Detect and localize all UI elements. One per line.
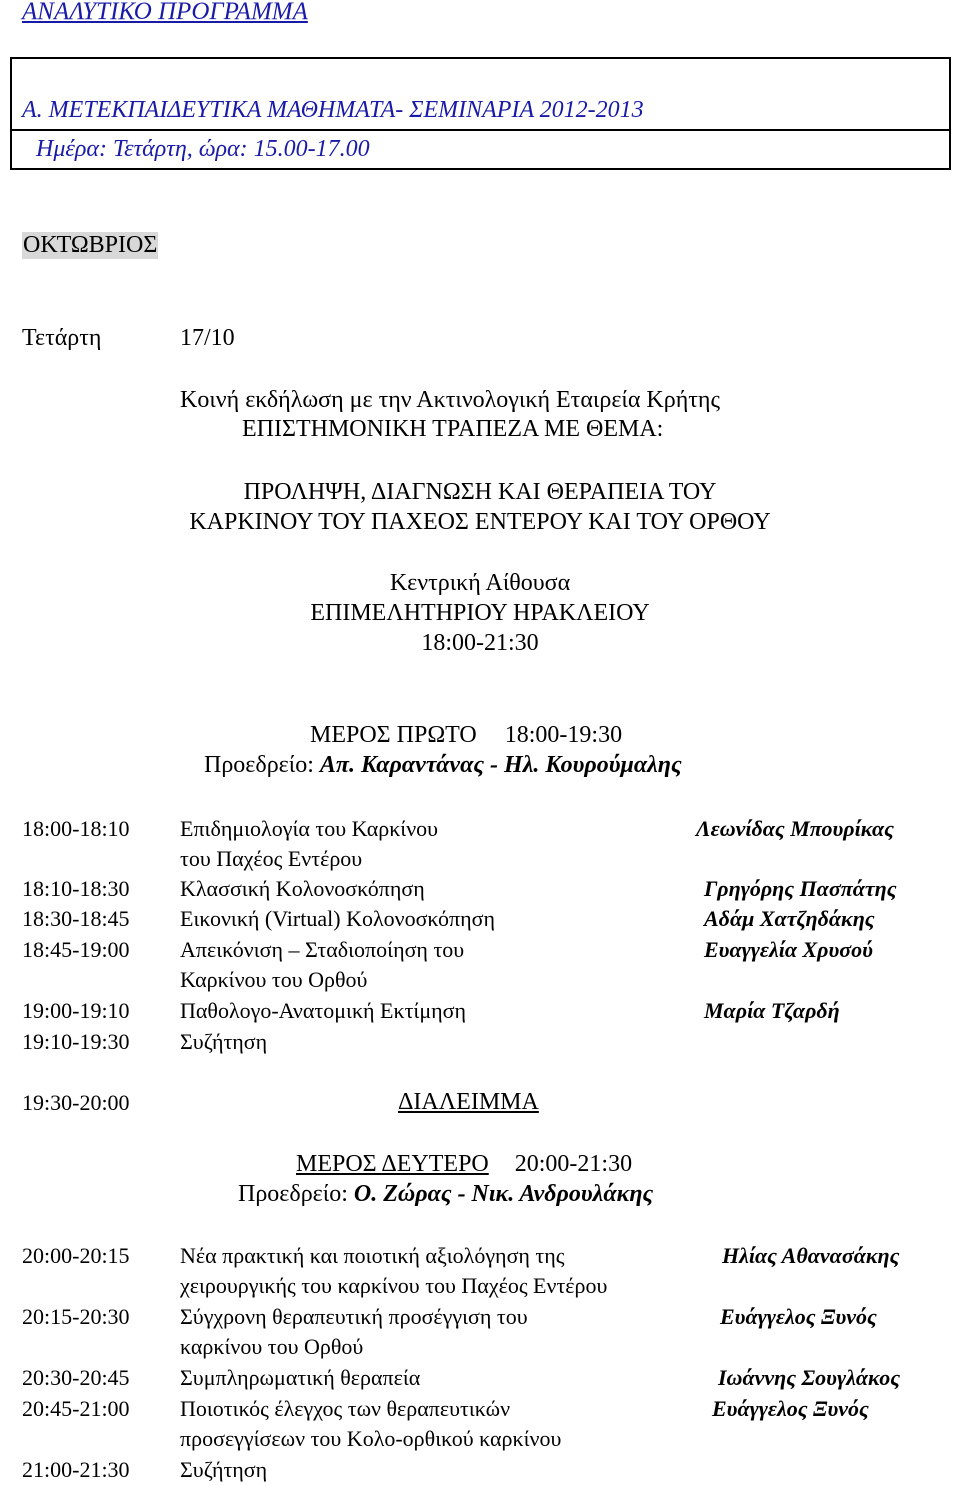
schedule-speaker: Ευάγγελος Ξυνός [720, 1304, 877, 1329]
day-date: 17/10 [180, 325, 235, 351]
event-subtitle: ΕΠΙΣΤΗΜΟΝΙΚΗ ΤΡΑΠΕΖΑ ΜΕ ΘΕΜΑ: [242, 416, 664, 442]
schedule-time: 18:00-18:10 [22, 816, 130, 841]
schedule-topic: Συμπληρωματική θεραπεία [180, 1365, 421, 1390]
schedule-topic-cont: χειρουργικής του καρκίνου του Παχέος Εντέρου [180, 1273, 608, 1298]
schedule-speaker: Λεωνίδας Μπουρίκας [696, 816, 894, 841]
part2-title-text: ΜΕΡΟΣ ΔΕΥΤΕΡΟ [296, 1151, 489, 1177]
schedule-time: 20:45-21:00 [22, 1396, 130, 1421]
schedule-speaker: Ηλίας Αθανασάκης [722, 1243, 900, 1268]
schedule-speaker: Γρηγόρης Πασπάτης [704, 876, 897, 901]
part2-chair-label: Προεδρείο: [238, 1181, 348, 1207]
part2-title [296, 1151, 632, 1178]
schedule-time: 19:00-19:10 [22, 998, 130, 1023]
schedule-speaker: Μαρία Τζαρδή [704, 998, 840, 1023]
event-time: 18:00-21:30 [421, 630, 539, 656]
seminar-title: Α. ΜΕΤΕΚΠΑΙΔΕΥΤΙΚΑ ΜΑΘΗΜΑΤΑ- ΣΕΜΙΝΑΡΙΑ 2012-2013 [22, 97, 644, 123]
schedule-time: 20:15-20:30 [22, 1304, 130, 1329]
schedule-time: 18:30-18:45 [22, 906, 130, 931]
schedule-topic: Συζήτηση [180, 1457, 268, 1482]
part1-time: 18:00-19:30 [504, 722, 623, 748]
part1-chair-names: Απ. Καραντάνας - Ηλ. Κουρούμαλης [319, 752, 682, 778]
schedule-topic-cont: προσεγγίσεων του Κολο-ορθικού καρκίνου [180, 1426, 562, 1451]
venue-line1: Κεντρική Αίθουσα [389, 570, 571, 596]
part1-title-text: ΜΕΡΟΣ ΠΡΩΤΟ [310, 722, 477, 748]
document-title: ΑΝΑΛΥΤΙΚΟ ΠΡΟΓΡΑΜΜΑ [22, 0, 308, 25]
schedule-speaker: Αδάμ Χατζηδάκης [704, 906, 875, 931]
part1-chairs [204, 752, 682, 779]
event-intro: Κοινή εκδήλωση με την Ακτινολογική Εταιρεία Κρήτης [180, 387, 720, 413]
part2-chair-names: Ο. Ζώρας - Νικ. Ανδρουλάκης [353, 1181, 654, 1207]
schedule-topic: Απεικόνιση – Σταδιοποίηση του [180, 937, 465, 962]
event-theme-line2: ΚΑΡΚΙΝΟΥ ΤΟΥ ΠΑΧΕΟΣ ΕΝΤΕΡΟΥ ΚΑΙ ΤΟΥ ΟΡΘΟΥ [189, 509, 771, 535]
break-label: ΔΙΑΛΕΙΜΜΑ [398, 1089, 539, 1115]
schedule-time: 20:30-20:45 [22, 1365, 130, 1390]
schedule-speaker: Ευαγγελία Χρυσού [704, 937, 873, 962]
schedule-time: 19:10-19:30 [22, 1029, 130, 1054]
seminar-schedule: Ημέρα: Τετάρτη, ώρα: 15.00-17.00 [36, 136, 370, 162]
day-name: Τετάρτη [22, 325, 102, 351]
schedule-time: 21:00-21:30 [22, 1457, 130, 1482]
schedule-topic-cont: του Παχέος Εντέρου [180, 846, 363, 871]
schedule-topic-cont: Καρκίνου του Ορθού [180, 967, 368, 992]
schedule-topic: Σύγχρονη θεραπευτική προσέγγιση του [180, 1304, 528, 1329]
schedule-topic: Νέα πρακτική και ποιοτική αξιολόγηση της [180, 1243, 565, 1268]
schedule-topic: Συζήτηση [180, 1029, 268, 1054]
break-time: 19:30-20:00 [22, 1090, 130, 1115]
schedule-time: 18:10-18:30 [22, 876, 130, 901]
event-theme-line1: ΠΡΟΛΗΨΗ, ΔΙΑΓΝΩΣΗ ΚΑΙ ΘΕΡΑΠΕΙΑ ΤΟΥ [243, 479, 717, 505]
part2-chairs [238, 1181, 653, 1208]
schedule-time: 20:00-20:15 [22, 1243, 130, 1268]
schedule-topic: Επιδημιολογία του Καρκίνου [180, 816, 439, 841]
schedule-speaker: Ιωάννης Σουγλάκος [718, 1365, 901, 1390]
part1-title [310, 722, 622, 749]
venue-line2: ΕΠΙΜΕΛΗΤΗΡΙΟΥ ΗΡΑΚΛΕΙΟΥ [310, 600, 650, 626]
schedule-topic: Εικονική (Virtual) Κολονοσκόπηση [180, 906, 496, 931]
part2-time: 20:00-21:30 [514, 1151, 633, 1177]
header-box-divider [10, 129, 951, 131]
schedule-topic-cont: καρκίνου του Ορθού [180, 1334, 364, 1359]
schedule-topic: Παθολογο-Ανατομική Εκτίμηση [180, 998, 466, 1023]
schedule-topic: Κλασσική Κολονοσκόπηση [180, 876, 425, 901]
schedule-time: 18:45-19:00 [22, 937, 130, 962]
schedule-speaker: Ευάγγελος Ξυνός [712, 1396, 869, 1421]
part1-chair-label: Προεδρείο: [204, 752, 314, 778]
month-heading: ΟΚΤΩΒΡΙΟΣ [23, 232, 158, 258]
schedule-topic: Ποιοτικός έλεγχος των θεραπευτικών [180, 1396, 511, 1421]
